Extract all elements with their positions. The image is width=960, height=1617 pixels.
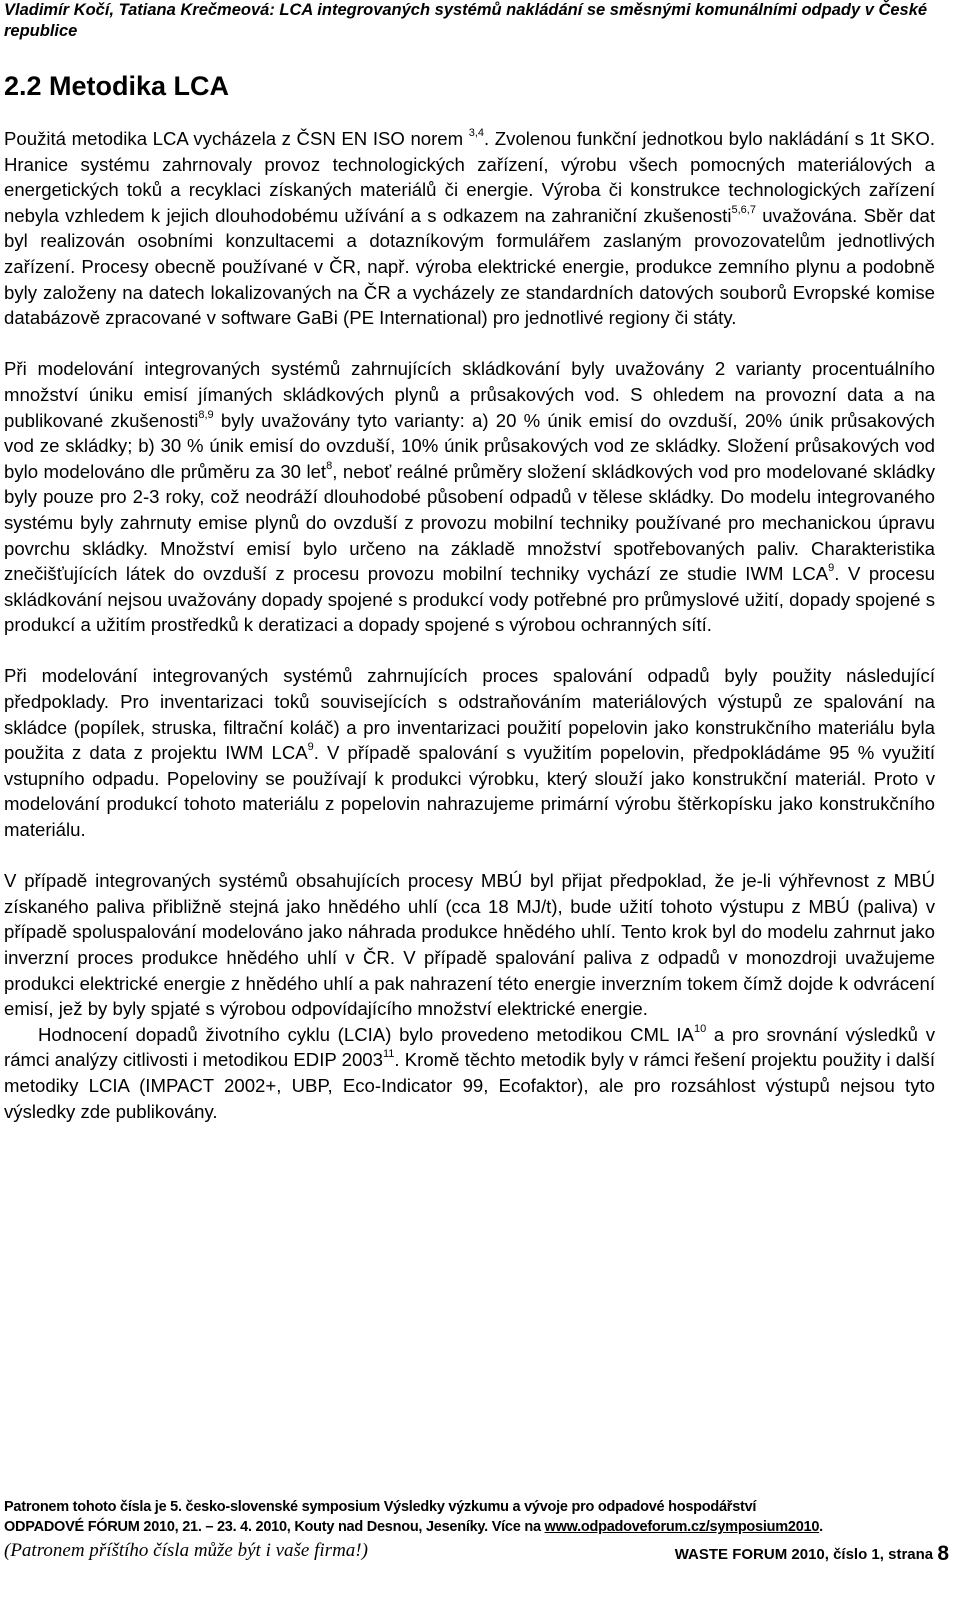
paragraph-text: byly uvažovány tyto varianty: a) 20 % únik emisí do ovzduší, 20% únik průsakových vod ze skládky; b) 30 % únik emisí do ovzduší, 10% únik průsakových vod ze skládky. Složení průsakových vod bylo modelováno dle průměru za 30 let bbox=[4, 409, 935, 482]
running-header: Vladimír Kočí, Tatiana Krečmeová: LCA integrovaných systémů nakládání se směsnými komunálními odpady v České republice bbox=[4, 1, 928, 40]
paragraph-text: . V případě spalování s využitím popelovin, předpokládáme 95 % využití vstupního odpadu. Popeloviny se používají k produkci výrobku, který slouží jako konstrukční materiál. Proto v modelování produkcí tohoto materiálu z popelovin nahrazujeme primární výrobu štěrkopísku jako konstrukčního materiálu. bbox=[4, 742, 935, 841]
paragraph-text: V případě integrovaných systémů obsahujících procesy MBÚ byl přijat předpoklad, že je-li výhřevnost z MBÚ získaného paliva přibližně stejná jako hnědého uhlí (cca 18 MJ/t), bude užití tohoto výstupu z MBÚ (paliva) v případě spoluspalování modelováno jako náhrada produkce hnědého uhlí. Tento krok byl do modelu zahrnut jako inverzní proces produkce hnědého uhlí v ČR. V případě spalování paliva z odpadů v monozdroji uvažujeme produkci elektrické energie z hnědého uhlí a pak nahrazení této energie inverzním tokem čímž dojde k odvrácení emisí, jež by byly spjaté s výrobou odpovídajícího množství elektrické energie. bbox=[4, 870, 935, 1020]
paragraph-text: . Zvolenou funkční jednotkou bylo nakládání s 1t SKO. Hranice systému zahrnovaly provoz technologických zařízení, výrobu všech pomocných materiálových a energetických toků a recyklaci získaných materiálů či energie. Výroba či konstrukce technologických zařízení nebyla vzhledem k jejich dlouhodobému užívání a s odkazem na zahraniční zkušenosti bbox=[4, 128, 935, 226]
citation-ref: 10 bbox=[693, 1022, 707, 1035]
section-title: 2.2 Metodika LCA bbox=[4, 71, 230, 101]
paragraph-text: . V procesu skládkování nejsou uvažovány dopady spojené s produkcí vody potřebné pro průmyslové užití, dopady spojené s produkcí a užitím prostředků k deratizaci a dopady spojené s výrobou ochranných sítí. bbox=[4, 563, 935, 636]
paragraph-text: Hodnocení dopadů životního cyklu (LCIA) bylo provedeno metodikou CML IA bbox=[38, 1023, 694, 1045]
paragraph-text: Použitá metodika LCA vycházela z ČSN EN ISO norem bbox=[4, 128, 469, 149]
page-footer bbox=[4, 1497, 944, 1537]
footer-event-text: ODPADOVÉ FÓRUM 2010, 21. – 23. 4. 2010, Kouty nad Desnou, Jeseníky. Více na bbox=[4, 1519, 545, 1535]
footer-bottom-row bbox=[4, 1538, 949, 1568]
paragraph-text: Při modelování integrovaných systémů zahrnujících skládkování byly uvažovány 2 varianty procentuálního množství úniku emisí jímaných skládkových plynů a průsakových vod. S ohledem na provozní data a na publikované zkušenosti bbox=[4, 358, 935, 431]
symposium-link[interactable]: www.odpadoveforum.cz/symposium2010 bbox=[544, 1519, 820, 1535]
footer-patron-line: Patronem tohoto čísla je 5. česko-slovenské symposium Výsledky výzkumu a vývoje pro odpadové hospodářství bbox=[4, 1499, 757, 1515]
paragraph-text: . Kromě těchto metodik byly v rámci řešení projektu použity i další metodiky LCIA (IMPACT 2002+, UBP, Eco-Indicator 99, Ecofaktor), ale pro rozsáhlost výstupů nejsou tyto výsledky zde publikovány. bbox=[4, 1049, 935, 1122]
paragraph-text: a pro srovnání výsledků v rámci analýzy citlivosti i metodikou EDIP 2003 bbox=[4, 1023, 936, 1071]
footer-event-line bbox=[4, 1517, 944, 1537]
paragraph-methodology bbox=[4, 126, 935, 331]
paragraph-landfill bbox=[4, 356, 935, 638]
paragraph-text: , neboť reálné průměry složení skládkových vod pro modelované skládky byly pouze pro 2-3 roky, což neodráží dlouhodobé působení odpadů v tělese skládky. Do modelu integrovaného systému byly zahrnuty emise plynů do ovzduší z provozu mobilní techniky používané pro mechanickou úpravu povrchu skládky. Množství emisí bylo určeno na základě množství spotřebovaných paliv. Charakteristika znečišťujících látek do ovzduší z procesu provozu mobilní techniky vychází ze studie IWM LCA bbox=[4, 460, 935, 585]
paragraph-lcia bbox=[4, 1022, 935, 1124]
article-body bbox=[4, 126, 935, 1124]
citation-ref: 9 bbox=[828, 562, 835, 575]
citation-ref: 5,6,7 bbox=[731, 203, 756, 216]
citation-ref: 3,4 bbox=[468, 127, 485, 139]
citation-ref: 11 bbox=[382, 1048, 395, 1061]
citation-ref: 9 bbox=[307, 741, 314, 754]
page-number: 8 bbox=[937, 1542, 949, 1565]
footer-period: . bbox=[819, 1519, 823, 1535]
paragraph-text: uvažována. Sběr dat byl realizován osobními konzultacemi a dotazníkovým formulářem zaslaným provozovatelům jednotlivých zařízení. Procesy obecně používané v ČR, např. výroba elektrické energie, produkce zemního plynu a podobně byly založeny na datech lokalizovaných na ČR a vycházely ze standardních datových souborů Evropské komise databázově zpracované v software GaBi (PE International) pro jednotlivé regiony či státy. bbox=[4, 204, 935, 329]
patron-invitation: (Patronem příštího čísla může být i vaše firma!) bbox=[4, 1540, 368, 1561]
paragraph-mbt bbox=[4, 868, 935, 1022]
journal-folio bbox=[675, 1542, 949, 1566]
paragraph-text: Při modelování integrovaných systémů zahrnujících proces spalování odpadů byly použity následující předpoklady. Pro inventarizaci toků souvisejících s odstraňováním materiálových výstupů ze spalování na skládce (popílek, struska, filtrační koláč) a pro inventarizaci použití popelovin jako konstrukčního materiálu byla použita z data z projektu IWM LCA bbox=[4, 665, 935, 764]
citation-ref: 8,9 bbox=[198, 408, 214, 421]
citation-ref: 8 bbox=[326, 459, 333, 472]
journal-name: WASTE FORUM 2010, číslo 1, strana bbox=[674, 1546, 938, 1563]
paragraph-incineration bbox=[4, 663, 935, 842]
